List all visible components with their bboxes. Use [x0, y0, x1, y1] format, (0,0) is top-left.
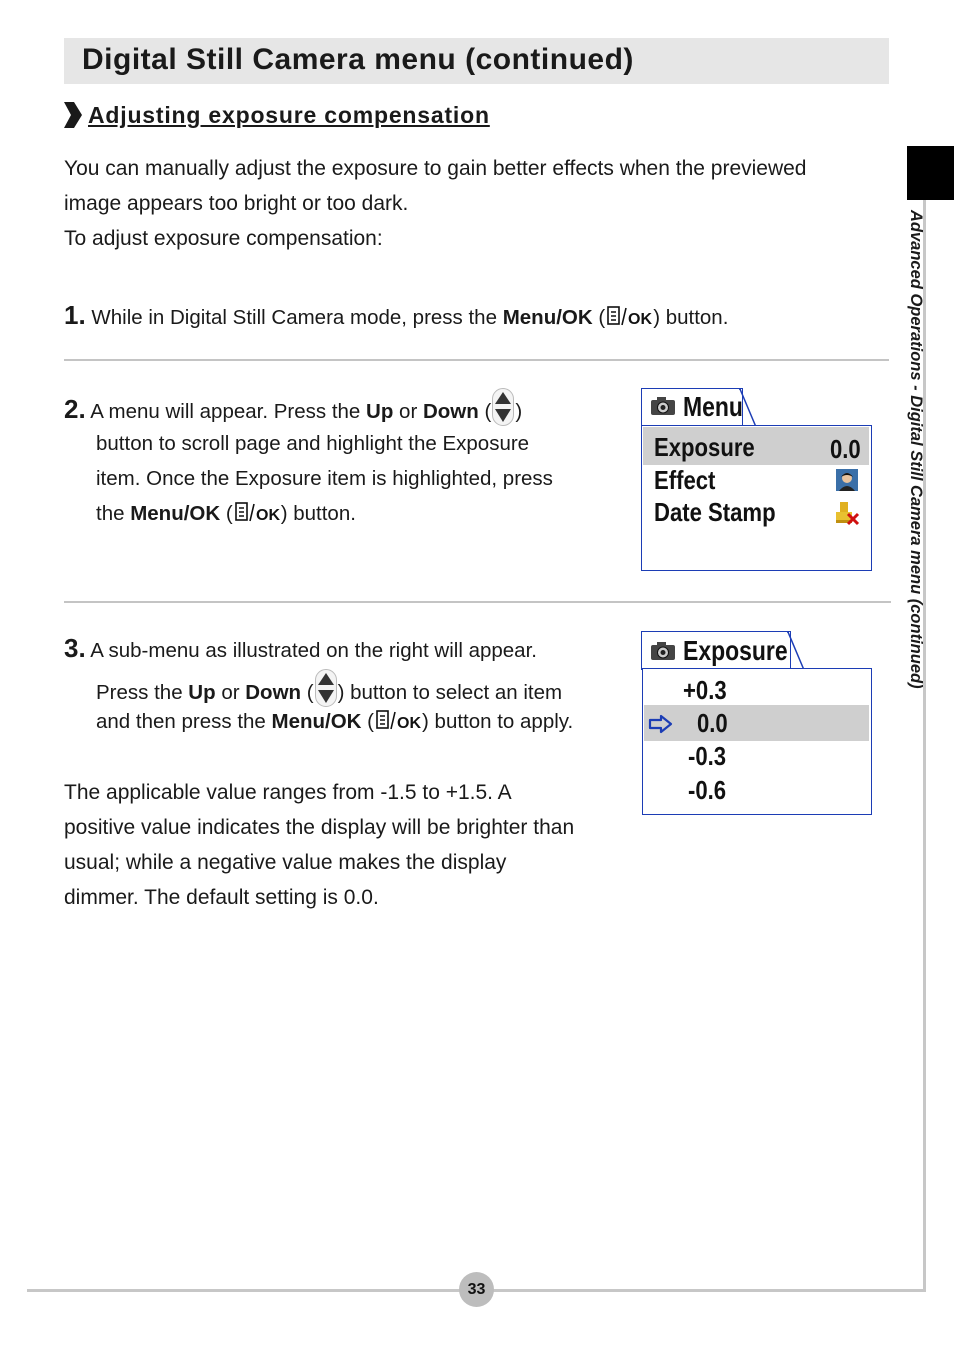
page-number: 33 [459, 1272, 494, 1307]
exposure-option[interactable]: +0.3 [683, 675, 727, 705]
menu-ok-label: Menu/OK [502, 306, 593, 329]
range-line-3: usual; while a negative value makes the display [64, 851, 507, 874]
up-down-icon [492, 388, 514, 426]
page-title: Digital Still Camera menu (continued) [82, 43, 634, 76]
step-3-line-3: and then press the Menu/OK ( OK ) button to apply. [96, 710, 574, 733]
divider [64, 601, 891, 603]
step-2-line-2: button to scroll page and highlight the Exposure [96, 432, 530, 455]
range-line-4: dimmer. The default setting is 0.0. [64, 886, 379, 909]
intro-line-3: To adjust exposure compensation: [64, 227, 383, 250]
menu-ok-icon [234, 501, 280, 523]
camera-icon [650, 396, 676, 416]
portrait-icon [836, 469, 858, 491]
section-heading: Adjusting exposure compensation [88, 102, 490, 128]
intro-line-1: You can manually adjust the exposure to gain better effects when the previewed [64, 157, 807, 180]
svg-text:OK: OK [628, 311, 653, 327]
exposure-highlight-row [644, 705, 869, 741]
step-2-line-3: item. Once the Exposure item is highlighted, press [96, 467, 553, 490]
selection-arrow-icon [648, 714, 674, 734]
step-3-number: 3. [64, 633, 86, 663]
divider [64, 359, 889, 361]
menu-ok-icon [375, 709, 421, 731]
svg-text:OK: OK [255, 507, 280, 523]
date-stamp-icon [834, 500, 860, 526]
up-down-icon [315, 669, 337, 707]
step-2-number: 2. [64, 394, 86, 424]
exposure-screen [642, 668, 872, 815]
step-1: 1. While in Digital Still Camera mode, press the Menu/OK ( OK ) button. [64, 300, 729, 330]
camera-icon [650, 641, 676, 661]
intro-line-2: image appears too bright or too dark. [64, 192, 409, 215]
menu-item-date-stamp[interactable]: Date Stamp [654, 497, 776, 527]
menu-item-exposure[interactable]: Exposure [654, 432, 755, 462]
exposure-option[interactable]: -0.6 [688, 775, 727, 805]
menu-screen-title: Menu [683, 391, 743, 422]
step-2-line-4: the Menu/OK ( OK ) button. [96, 502, 356, 525]
chapter-tab [907, 146, 954, 200]
exposure-option[interactable]: -0.3 [688, 741, 727, 771]
range-line-1: The applicable value ranges from -1.5 to +1.5. A [64, 781, 512, 804]
step-1-text: While in Digital Still Camera mode, press the [91, 306, 503, 329]
step-3-line-2: Press the Up or Down ( ) button to select an item [96, 669, 562, 710]
exposure-option-selected[interactable]: 0.0 [697, 708, 728, 738]
step-3-line-1: 3. A sub-menu as illustrated on the right will appear. [64, 633, 537, 663]
menu-item-effect[interactable]: Effect [654, 465, 716, 495]
step-2-line-1: 2. A menu will appear. Press the Up or Down ( ) [64, 388, 522, 429]
section-marker-icon [64, 102, 82, 128]
exposure-screen-title: Exposure [683, 635, 788, 666]
menu-ok-icon [606, 305, 652, 327]
range-line-2: positive value indicates the display will be brighter than [64, 816, 575, 839]
chapter-side-label: Advanced Operations - Digital Still Camera menu (continued) [907, 210, 925, 689]
svg-text:OK: OK [397, 715, 422, 731]
step-1-number: 1. [64, 300, 86, 330]
exposure-tab-slant [787, 631, 807, 671]
menu-item-exposure-value: 0.0 [830, 434, 861, 464]
